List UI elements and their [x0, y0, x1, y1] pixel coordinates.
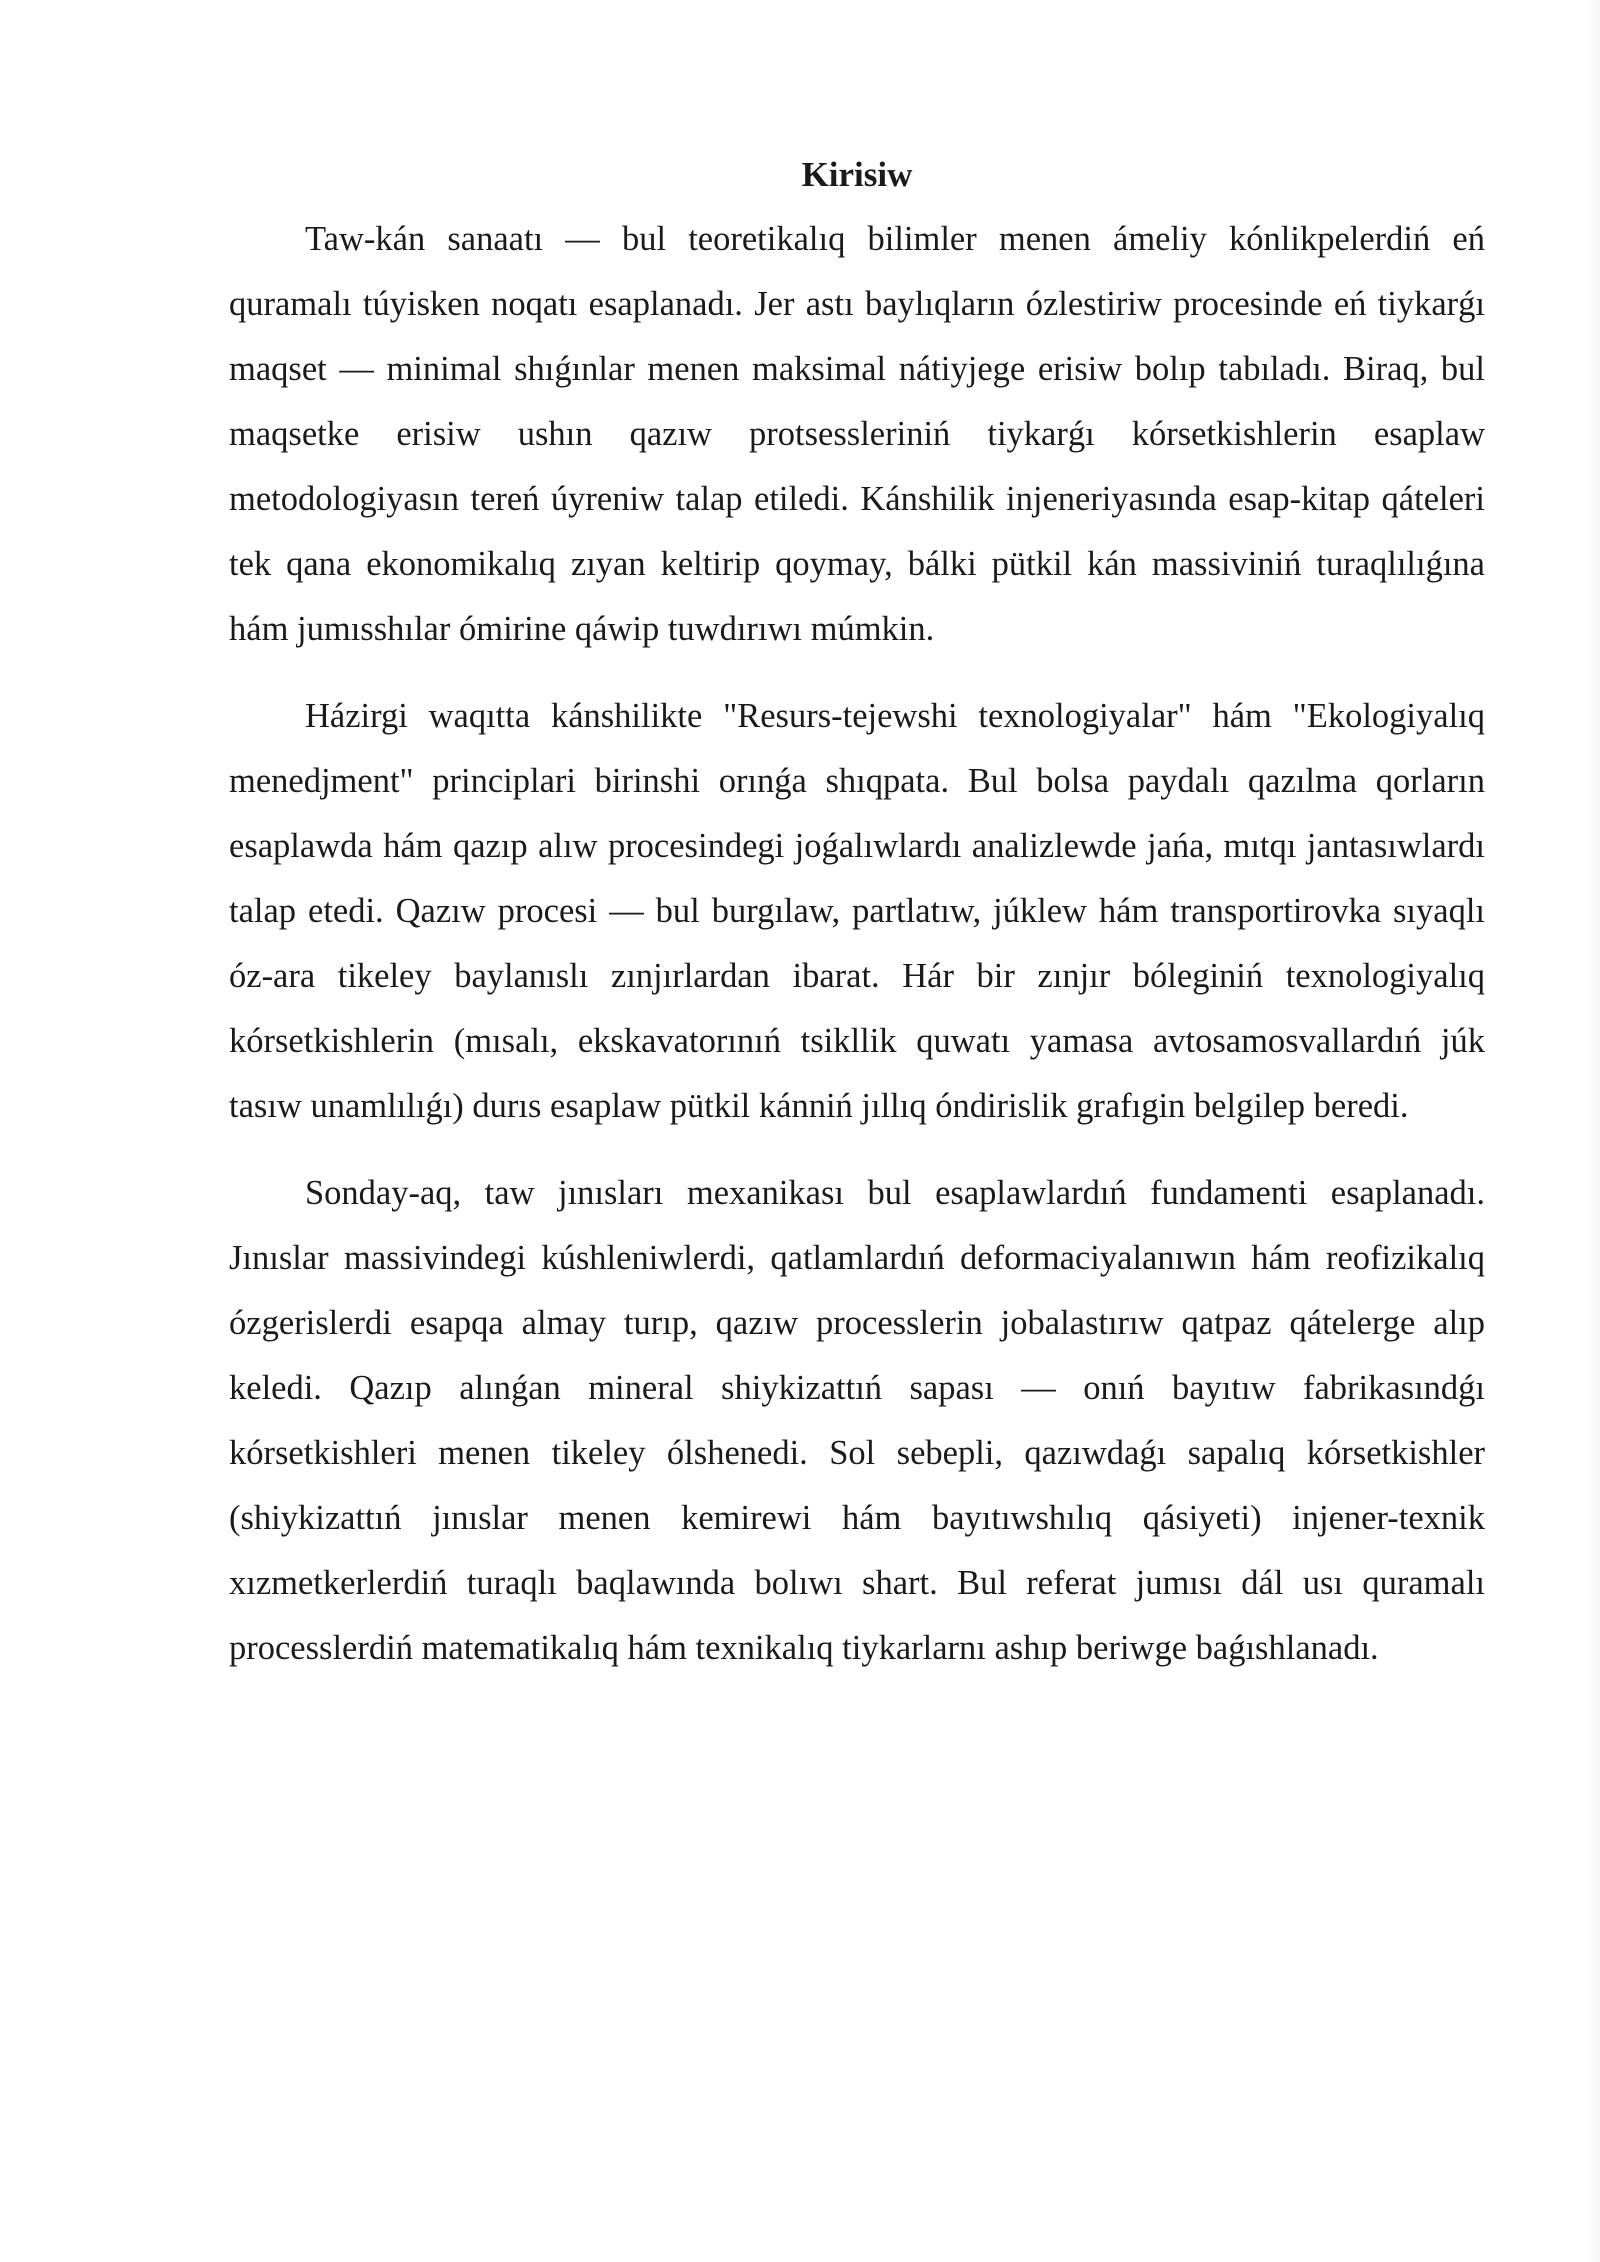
paragraph-3: Sonday-aq, taw jınısları mexanikası bul esaplawlardıń fundamenti esaplanadı. Jınıslar massivindegi kúshleniwlerdi, qatlamlardıń deformaciyalanıwın hám reofizikalıq ózgerislerdi esapqa almay turıp, qazıw processlerin jobalastırıw qatpaz qátelerge alıp keledi. Qazıp alınǵan mineral shiykizattıń sapası — onıń bayıtıw fabrikasındǵı kórsetkishleri menen tikeley ólshenedi. Sol sebepli, qazıwdaǵı sapalıq kórsetkishler (shiykizattıń jınıslar menen kemirewi hám bayıtıwshılıq qásiyeti) injener-texnik xızmetkerlerdiń turaqlı baqlawında bolıwı shart. Bul referat jumısı dál usı quramalı processlerdiń matematikalıq hám texnikalıq tiykarlarnı ashıp beriwge baǵıshlanadı. — [229, 1174, 1485, 1667]
page-edge-shadow — [1586, 0, 1600, 2262]
page-title: Kirisiw — [801, 155, 913, 194]
paragraph-1: Taw-kán sanaatı — bul teoretikalıq bilimler menen ámeliy kónlikpelerdiń eń quramalı túyisken noqatı esaplanadı. Jer astı baylıqların ózlestiriw procesinde eń tiykarǵı maqset — minimal shıǵınlar menen maksimal nátiyjege erisiw bolıp tabıladı. Biraq, bul maqsetke erisiw ushın qazıw protsessleriniń tiykarǵı kórsetkishlerin esaplaw metodologiyasın tereń úyreniw talap etiledi. Kánshilik injeneriyasında esap-kitap qáteleri tek qana ekonomikalıq zıyan keltirip qoymay, bálki pütkil kán massiviniń turaqlılıǵına hám jumısshılar ómirine qáwip tuwdırıwı múmkin. — [229, 220, 1485, 648]
paragraph-2: Házirgi waqıtta kánshilikte "Resurs-tejewshi texnologiyalar" hám "Ekologiyalıq menedjment" principlari birinshi orınǵa shıqpata. Bul bolsa paydalı qazılma qorların esaplawda hám qazıp alıw procesindegi joǵalıwlardı analizlewde jańa, mıtqı jantasıwlardı talap etedi. Qazıw procesi — bul burgılaw, partlatıw, júklew hám transportirovka sıyaqlı óz-ara tikeley baylanıslı zınjırlardan ibarat. Hár bir zınjır bóleginiń texnologiyalıq kórsetkishlerin (mısalı, ekskavatorınıń tsikllik quwatı yamasa avtosamosvallardıń júk tasıw unamlılıǵı) durıs esaplaw pütkil kánniń jıllıq óndirislik grafıgin belgilep beredi. — [229, 697, 1485, 1125]
document-body — [229, 150, 1485, 1703]
